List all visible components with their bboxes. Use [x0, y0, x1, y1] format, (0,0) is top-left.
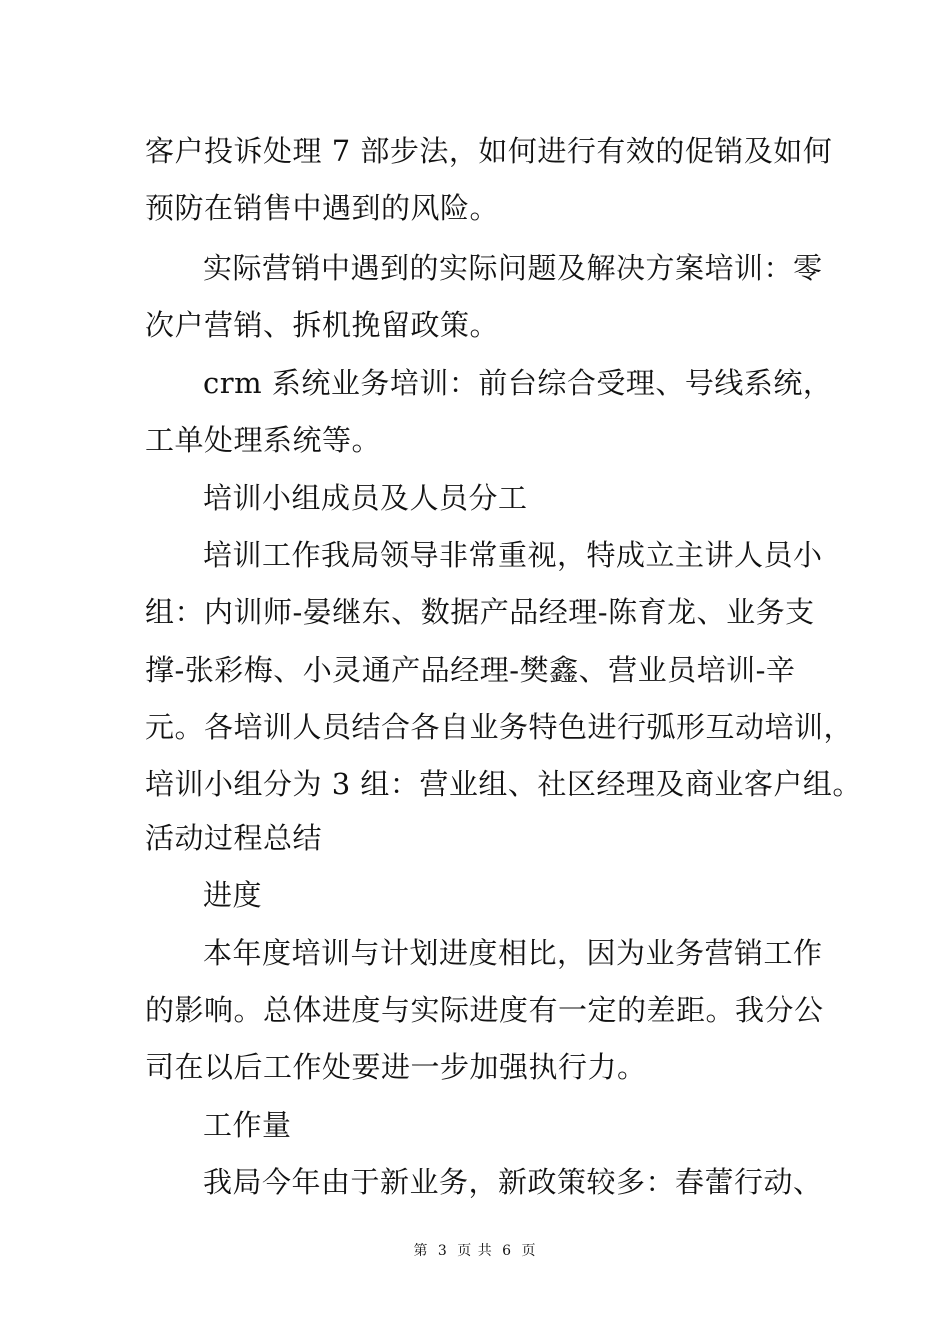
text-line: 元。各培训人员结合各自业务特色进行弧形互动培训， [145, 710, 854, 744]
section-heading: 培训小组成员及人员分工 [203, 481, 528, 515]
text-line: 工单处理系统等。 [145, 423, 382, 457]
text-line: 组：内训师-晏继东、数据产品经理-陈育龙、业务支 [145, 595, 815, 629]
footer-mid: 页 共 [457, 1243, 493, 1259]
text-line: 我局今年由于新业务，新政策较多：春蕾行动、 [203, 1165, 823, 1199]
text-line: 司在以后工作处要进一步加强执行力。 [145, 1050, 647, 1084]
section-heading: 活动过程总结 [145, 821, 323, 855]
text-line: 实际营销中遇到的实际问题及解决方案培训：零 [203, 251, 823, 285]
text-line: 培训工作我局领导非常重视，特成立主讲人员小 [203, 538, 823, 572]
page-footer [0, 1240, 950, 1260]
section-heading: 进度 [203, 878, 263, 912]
text-line: 撑-张彩梅、小灵通产品经理-樊鑫、营业员培训-辛 [145, 653, 796, 687]
text-line: 的影响。总体进度与实际进度有一定的差距。我分公 [145, 993, 824, 1027]
text-line: 培训小组分为 3 组：营业组、社区经理及商业客户组。 [145, 767, 862, 801]
text-line: 预防在销售中遇到的风险。 [145, 191, 500, 225]
footer-prefix: 第 [413, 1243, 429, 1259]
text-line: 客户投诉处理 7 部步法，如何进行有效的促销及如何 [145, 134, 833, 168]
text-line: 次户营销、拆机挽留政策。 [145, 308, 500, 342]
current-page-number: 3 [437, 1243, 448, 1259]
text-line: 本年度培训与计划进度相比，因为业务营销工作 [203, 936, 823, 970]
footer-suffix: 页 [521, 1243, 537, 1259]
total-pages-number: 6 [502, 1243, 513, 1259]
text-line: crm 系统业务培训：前台综合受理、号线系统， [203, 366, 833, 400]
section-heading: 工作量 [203, 1108, 292, 1142]
